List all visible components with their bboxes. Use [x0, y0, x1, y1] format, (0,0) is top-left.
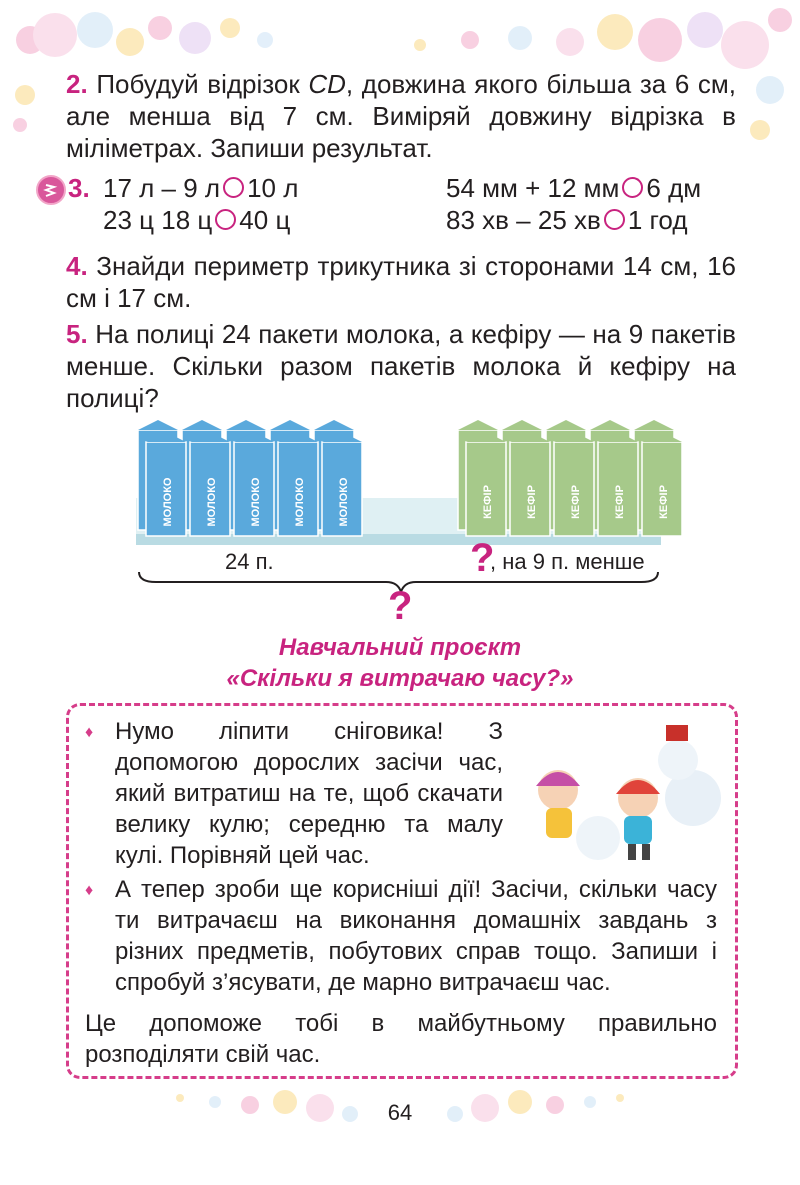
- diamond-bullet-icon: ♦: [85, 882, 94, 899]
- expression: 6 дм: [646, 173, 702, 203]
- expression: 23 ц 18 ц: [103, 205, 213, 235]
- milk-carton-label: МОЛОКО: [250, 477, 262, 527]
- project-bullet-1: Нумо ліпити сніговика! З допомогою дорослих засічи час, який витратиш на те, щоб скачати велику кулю; середню та малу кулі. Порівняй цей час.: [115, 718, 503, 869]
- comparison-row: [446, 172, 701, 204]
- expression: 1 год: [627, 205, 688, 235]
- segment-name: CD: [308, 69, 346, 99]
- milk-carton-label: МОЛОКО: [338, 477, 350, 527]
- comparison-row: [103, 204, 290, 236]
- milk-carton-label: МОЛОКО: [294, 477, 306, 527]
- project-title: Навчальний проєкт: [278, 634, 522, 661]
- expression: 10 л: [247, 173, 299, 203]
- task-number: 4.: [66, 251, 88, 281]
- task-text: Знайди периметр трикутника зі сторонами 14 см, 16 см і 17 см.: [66, 251, 736, 313]
- milk-carton-label: МОЛОКО: [162, 477, 174, 527]
- kefir-count-label: , на 9 п. менше: [490, 549, 645, 574]
- expression: 40 ц: [239, 205, 291, 235]
- kefir-cartons: [458, 420, 682, 536]
- diamond-bullet-icon: ♦: [85, 724, 94, 741]
- comparison-row: [103, 172, 298, 204]
- difficulty-icon: [36, 175, 66, 205]
- kefir-carton-label: КЕФІР: [658, 485, 670, 519]
- question-mark: ?: [470, 536, 495, 580]
- kefir-carton-top: [458, 420, 498, 430]
- compare-circle[interactable]: [215, 209, 236, 230]
- milk-carton-top: [182, 420, 222, 430]
- expression: 17 л – 9 л: [103, 173, 221, 203]
- task-text: На полиці 24 пакети молока, а кефіру — на 9 пакетів менше. Скільки разом пакетів молока й кефіру на полиці?: [66, 319, 736, 413]
- project-closing: Це допоможе тобі в майбутньому правильно розподіляти свій час.: [85, 1010, 717, 1068]
- kefir-carton-top: [546, 420, 586, 430]
- task-5: [66, 318, 736, 414]
- task-2: [66, 68, 736, 164]
- milk-carton-top: [314, 420, 354, 430]
- task-4: [66, 250, 736, 314]
- kefir-carton-label: КЕФІР: [526, 485, 538, 519]
- page-number: 64: [387, 1100, 413, 1125]
- compare-circle[interactable]: [622, 177, 643, 198]
- total-question-mark: ?: [388, 584, 413, 628]
- compare-circle[interactable]: [223, 177, 244, 198]
- milk-cartons: [138, 420, 362, 536]
- task-number: 3.: [68, 173, 90, 203]
- kefir-carton-top: [502, 420, 542, 430]
- comparison-row: [446, 204, 687, 236]
- kefir-carton-label: КЕФІР: [570, 485, 582, 519]
- kefir-carton-top: [634, 420, 674, 430]
- milk-carton-top: [138, 420, 178, 430]
- milk-carton-top: [226, 420, 266, 430]
- kefir-carton-label: КЕФІР: [482, 485, 494, 519]
- kids-snowman-illustration: [518, 720, 718, 865]
- project-bullet-2: А тепер зроби ще корисніші дії! Засічи, скільки часу ти витрачаєш на виконання домашніх завдань з різних предметів, побутових справ тощо. Запиши і спробуй з’ясувати, де марно витрачаєш час.: [115, 876, 717, 996]
- task-number: 2.: [66, 69, 88, 99]
- compare-circle[interactable]: [604, 209, 625, 230]
- shelf-illustration: [136, 418, 670, 548]
- expression: 54 мм + 12 мм: [446, 173, 620, 203]
- expression: 83 хв – 25 хв: [446, 205, 601, 235]
- kefir-carton-label: КЕФІР: [614, 485, 626, 519]
- task-number: 5.: [66, 319, 88, 349]
- project-subtitle: «Скільки я витрачаю часу?»: [226, 665, 574, 692]
- task-text: Побудуй відрізок: [96, 69, 300, 99]
- task-text: , довжина якого більша за 6 см, але менша від 7 см. Виміряй довжину відрізка в міліметрах. Запиши результат.: [66, 69, 737, 163]
- kefir-carton-top: [590, 420, 630, 430]
- milk-carton-top: [270, 420, 310, 430]
- milk-count-label: 24 п.: [225, 549, 274, 574]
- milk-carton-label: МОЛОКО: [206, 477, 218, 527]
